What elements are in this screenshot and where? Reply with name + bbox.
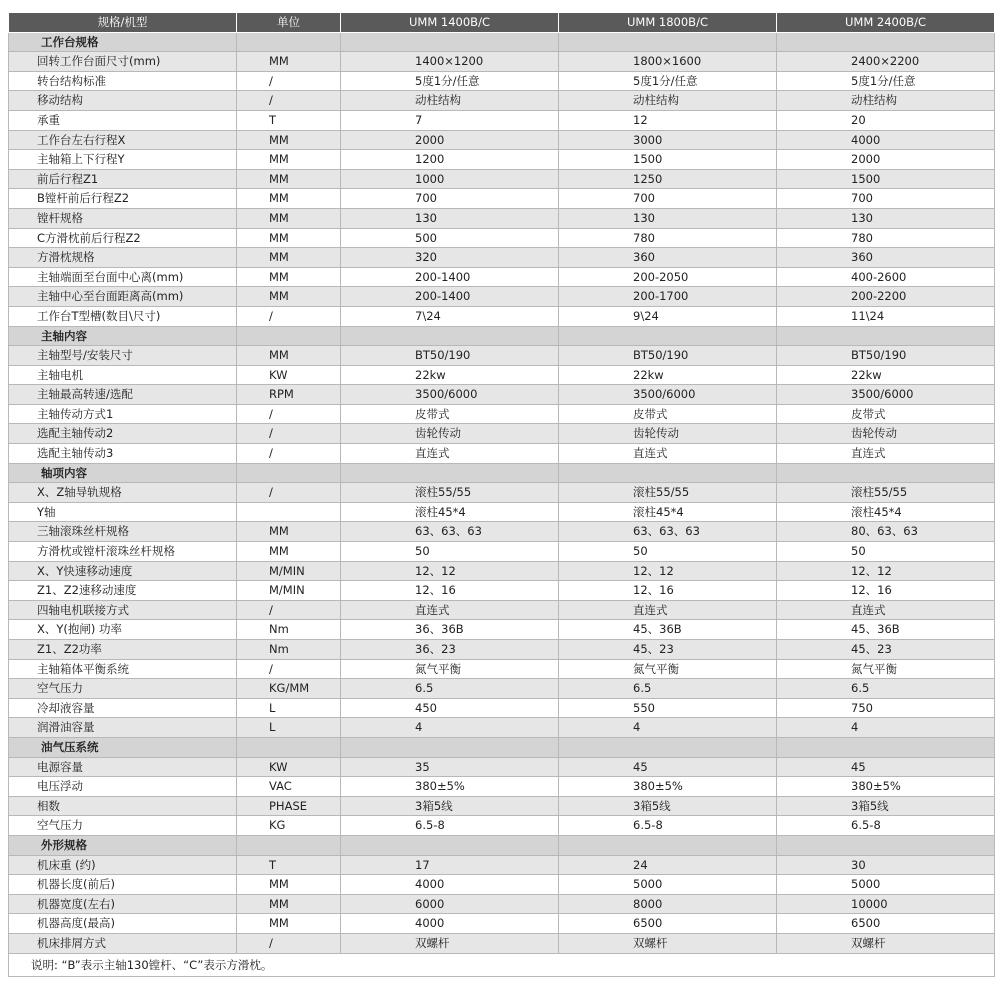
spec-name: 四轴电机联接方式 bbox=[9, 600, 237, 620]
spec-name: 主轴型号/安装尺寸 bbox=[9, 346, 237, 366]
spec-name: X、Y快速移动速度 bbox=[9, 561, 237, 581]
spec-name: 主轴传动方式1 bbox=[9, 404, 237, 424]
table-row bbox=[9, 365, 995, 385]
value-2400: BT50/190 bbox=[777, 346, 995, 366]
value-1800: 3000 bbox=[559, 130, 777, 150]
value-1400: 直连式 bbox=[341, 600, 559, 620]
spec-name: 镗杆规格 bbox=[9, 208, 237, 228]
spec-unit: MM bbox=[237, 189, 341, 209]
table-row bbox=[9, 346, 995, 366]
spec-unit: MM bbox=[237, 52, 341, 72]
table-row bbox=[9, 777, 995, 797]
spec-name: 选配主轴传动2 bbox=[9, 424, 237, 444]
value-1800: 5度1分/任意 bbox=[559, 71, 777, 91]
table-row bbox=[9, 130, 995, 150]
value-2400: 2400×2200 bbox=[777, 52, 995, 72]
spec-unit: L bbox=[237, 698, 341, 718]
table-row bbox=[9, 404, 995, 424]
section-row bbox=[9, 835, 995, 855]
value-1400: 500 bbox=[341, 228, 559, 248]
table-row bbox=[9, 71, 995, 91]
section-empty-cell bbox=[777, 835, 995, 855]
value-2400: 50 bbox=[777, 542, 995, 562]
value-2400: 2000 bbox=[777, 150, 995, 170]
section-empty-cell bbox=[559, 32, 777, 52]
section-empty-cell bbox=[559, 835, 777, 855]
value-2400: 12、16 bbox=[777, 581, 995, 601]
spec-unit: MM bbox=[237, 894, 341, 914]
section-empty-cell bbox=[777, 32, 995, 52]
spec-unit: MM bbox=[237, 267, 341, 287]
header-unit: 单位 bbox=[237, 13, 341, 33]
value-1800: 直连式 bbox=[559, 600, 777, 620]
value-2400: 700 bbox=[777, 189, 995, 209]
value-1400: 2000 bbox=[341, 130, 559, 150]
value-1400: 齿轮传动 bbox=[341, 424, 559, 444]
value-2400: 11\24 bbox=[777, 306, 995, 326]
spec-unit: T bbox=[237, 110, 341, 130]
spec-unit: MM bbox=[237, 208, 341, 228]
value-1400: 动柱结构 bbox=[341, 91, 559, 111]
spec-name: 工作台T型槽(数目\尺寸) bbox=[9, 306, 237, 326]
value-1800: 滚柱55/55 bbox=[559, 483, 777, 503]
spec-name: 方滑枕规格 bbox=[9, 248, 237, 268]
value-1800: 12、12 bbox=[559, 561, 777, 581]
table-row bbox=[9, 150, 995, 170]
spec-name: 转台结构标准 bbox=[9, 71, 237, 91]
table-row bbox=[9, 659, 995, 679]
table-row bbox=[9, 287, 995, 307]
header-row bbox=[9, 13, 995, 33]
value-1800: 50 bbox=[559, 542, 777, 562]
section-row bbox=[9, 326, 995, 346]
spec-name: X、Y(抱闸) 功率 bbox=[9, 620, 237, 640]
header-model-2400: UMM 2400B/C bbox=[777, 13, 995, 33]
spec-name: 移动结构 bbox=[9, 91, 237, 111]
value-1400: 6.5 bbox=[341, 679, 559, 699]
spec-unit: L bbox=[237, 718, 341, 738]
spec-unit: MM bbox=[237, 522, 341, 542]
table-row bbox=[9, 914, 995, 934]
value-1400: 6.5-8 bbox=[341, 816, 559, 836]
spec-unit: Nm bbox=[237, 640, 341, 660]
spec-unit: MM bbox=[237, 169, 341, 189]
value-1400: 4000 bbox=[341, 914, 559, 934]
spec-name: 机器宽度(左右) bbox=[9, 894, 237, 914]
spec-name: 选配主轴传动3 bbox=[9, 444, 237, 464]
value-1400: 12、16 bbox=[341, 581, 559, 601]
value-1400: 双螺杆 bbox=[341, 933, 559, 953]
value-2400: 200-2200 bbox=[777, 287, 995, 307]
header-model-1800: UMM 1800B/C bbox=[559, 13, 777, 33]
spec-name: 润滑油容量 bbox=[9, 718, 237, 738]
value-1400: 6000 bbox=[341, 894, 559, 914]
spec-unit: / bbox=[237, 600, 341, 620]
value-2400: 皮带式 bbox=[777, 404, 995, 424]
value-2400: 12、12 bbox=[777, 561, 995, 581]
value-2400: 5度1分/任意 bbox=[777, 71, 995, 91]
spec-unit: / bbox=[237, 659, 341, 679]
value-1400: 直连式 bbox=[341, 444, 559, 464]
spec-name: Z1、Z2功率 bbox=[9, 640, 237, 660]
table-row bbox=[9, 698, 995, 718]
spec-unit: / bbox=[237, 483, 341, 503]
spec-name: B镗杆前后行程Z2 bbox=[9, 189, 237, 209]
value-1400: 200-1400 bbox=[341, 267, 559, 287]
section-empty-cell bbox=[341, 32, 559, 52]
value-1800: 22kw bbox=[559, 365, 777, 385]
value-2400: 滚柱55/55 bbox=[777, 483, 995, 503]
value-1800: 12、16 bbox=[559, 581, 777, 601]
spec-unit: MM bbox=[237, 130, 341, 150]
spec-unit: RPM bbox=[237, 385, 341, 405]
table-row bbox=[9, 424, 995, 444]
value-1800: 4 bbox=[559, 718, 777, 738]
value-1400: 7 bbox=[341, 110, 559, 130]
spec-name: 主轴电机 bbox=[9, 365, 237, 385]
value-1800: 8000 bbox=[559, 894, 777, 914]
section-empty-cell bbox=[559, 737, 777, 757]
value-1400: 50 bbox=[341, 542, 559, 562]
value-2400: 80、63、63 bbox=[777, 522, 995, 542]
value-1800: 45、36B bbox=[559, 620, 777, 640]
value-1400: 200-1400 bbox=[341, 287, 559, 307]
table-row bbox=[9, 228, 995, 248]
spec-unit: MM bbox=[237, 914, 341, 934]
spec-unit: M/MIN bbox=[237, 561, 341, 581]
spec-name: Z1、Z2速移动速度 bbox=[9, 581, 237, 601]
section-empty-cell bbox=[341, 463, 559, 483]
table-row bbox=[9, 91, 995, 111]
spec-unit: / bbox=[237, 424, 341, 444]
spec-unit: T bbox=[237, 855, 341, 875]
value-1400: 380±5% bbox=[341, 777, 559, 797]
value-1800: 齿轮传动 bbox=[559, 424, 777, 444]
table-row bbox=[9, 385, 995, 405]
table-row bbox=[9, 169, 995, 189]
spec-unit: MM bbox=[237, 346, 341, 366]
spec-name: 工作台左右行程X bbox=[9, 130, 237, 150]
value-2400: 3箱5线 bbox=[777, 796, 995, 816]
spec-name: 冷却液容量 bbox=[9, 698, 237, 718]
value-1400: 7\24 bbox=[341, 306, 559, 326]
value-1800: 氮气平衡 bbox=[559, 659, 777, 679]
spec-name: 电压浮动 bbox=[9, 777, 237, 797]
table-row bbox=[9, 894, 995, 914]
value-2400: 6500 bbox=[777, 914, 995, 934]
value-1400: 36、36B bbox=[341, 620, 559, 640]
value-1800: 550 bbox=[559, 698, 777, 718]
spec-name: 主轴中心至台面距离高(mm) bbox=[9, 287, 237, 307]
value-2400: 4000 bbox=[777, 130, 995, 150]
value-2400: 780 bbox=[777, 228, 995, 248]
table-row bbox=[9, 718, 995, 738]
footnote: 说明: “B”表示主轴130镗杆、“C”表示方滑枕。 bbox=[9, 953, 995, 976]
section-empty-cell bbox=[559, 463, 777, 483]
spec-name: Y轴 bbox=[9, 502, 237, 522]
value-1800: 200-1700 bbox=[559, 287, 777, 307]
value-1800: 双螺杆 bbox=[559, 933, 777, 953]
value-2400: 45、23 bbox=[777, 640, 995, 660]
value-2400: 380±5% bbox=[777, 777, 995, 797]
section-empty-cell bbox=[559, 326, 777, 346]
value-1400: 4 bbox=[341, 718, 559, 738]
spec-unit: MM bbox=[237, 150, 341, 170]
value-1800: 滚柱45*4 bbox=[559, 502, 777, 522]
table-row bbox=[9, 208, 995, 228]
spec-unit: PHASE bbox=[237, 796, 341, 816]
value-1800: 780 bbox=[559, 228, 777, 248]
value-1800: 380±5% bbox=[559, 777, 777, 797]
value-2400: 直连式 bbox=[777, 600, 995, 620]
value-1800: 5000 bbox=[559, 875, 777, 895]
value-1800: 200-2050 bbox=[559, 267, 777, 287]
table-row bbox=[9, 679, 995, 699]
table-row bbox=[9, 875, 995, 895]
value-1400: 22kw bbox=[341, 365, 559, 385]
value-2400: 22kw bbox=[777, 365, 995, 385]
table-row bbox=[9, 561, 995, 581]
value-1400: 17 bbox=[341, 855, 559, 875]
spec-name: 相数 bbox=[9, 796, 237, 816]
spec-unit: / bbox=[237, 306, 341, 326]
value-1800: 动柱结构 bbox=[559, 91, 777, 111]
value-1800: 24 bbox=[559, 855, 777, 875]
value-2400: 130 bbox=[777, 208, 995, 228]
section-row bbox=[9, 737, 995, 757]
table-row bbox=[9, 52, 995, 72]
value-1800: 直连式 bbox=[559, 444, 777, 464]
value-1800: 6500 bbox=[559, 914, 777, 934]
value-2400: 10000 bbox=[777, 894, 995, 914]
spec-name: 承重 bbox=[9, 110, 237, 130]
value-1800: 1800×1600 bbox=[559, 52, 777, 72]
value-1800: 1500 bbox=[559, 150, 777, 170]
value-2400: 45、36B bbox=[777, 620, 995, 640]
value-1800: 130 bbox=[559, 208, 777, 228]
value-1800: 9\24 bbox=[559, 306, 777, 326]
value-1800: 12 bbox=[559, 110, 777, 130]
value-2400: 30 bbox=[777, 855, 995, 875]
note-row bbox=[9, 953, 995, 976]
spec-unit: MM bbox=[237, 875, 341, 895]
spec-unit: KG/MM bbox=[237, 679, 341, 699]
value-2400: 滚柱45*4 bbox=[777, 502, 995, 522]
value-1400: 450 bbox=[341, 698, 559, 718]
value-2400: 动柱结构 bbox=[777, 91, 995, 111]
table-row bbox=[9, 757, 995, 777]
section-empty-cell bbox=[777, 737, 995, 757]
value-1400: 3箱5线 bbox=[341, 796, 559, 816]
value-2400: 1500 bbox=[777, 169, 995, 189]
value-1400: 3500/6000 bbox=[341, 385, 559, 405]
spec-name: 前后行程Z1 bbox=[9, 169, 237, 189]
value-1800: 3500/6000 bbox=[559, 385, 777, 405]
value-1400: BT50/190 bbox=[341, 346, 559, 366]
value-1400: 氮气平衡 bbox=[341, 659, 559, 679]
value-2400: 直连式 bbox=[777, 444, 995, 464]
value-1800: 1250 bbox=[559, 169, 777, 189]
value-1400: 滚柱55/55 bbox=[341, 483, 559, 503]
table-row bbox=[9, 600, 995, 620]
value-1400: 320 bbox=[341, 248, 559, 268]
table-row bbox=[9, 816, 995, 836]
table-row bbox=[9, 640, 995, 660]
section-empty-cell bbox=[237, 32, 341, 52]
spec-name: X、Z轴导轨规格 bbox=[9, 483, 237, 503]
value-1800: 45、23 bbox=[559, 640, 777, 660]
value-1400: 1400×1200 bbox=[341, 52, 559, 72]
spec-unit: VAC bbox=[237, 777, 341, 797]
value-1800: 700 bbox=[559, 189, 777, 209]
spec-name: 三轴滚珠丝杆规格 bbox=[9, 522, 237, 542]
section-empty-cell bbox=[341, 737, 559, 757]
table-row bbox=[9, 855, 995, 875]
spec-name: 主轴箱上下行程Y bbox=[9, 150, 237, 170]
value-2400: 齿轮传动 bbox=[777, 424, 995, 444]
spec-name: 主轴最高转速/选配 bbox=[9, 385, 237, 405]
spec-name: 方滑枕或镗杆滚珠丝杆规格 bbox=[9, 542, 237, 562]
value-1400: 700 bbox=[341, 189, 559, 209]
value-2400: 750 bbox=[777, 698, 995, 718]
value-2400: 3500/6000 bbox=[777, 385, 995, 405]
value-1800: 6.5 bbox=[559, 679, 777, 699]
table-row bbox=[9, 189, 995, 209]
spec-unit: MM bbox=[237, 287, 341, 307]
value-2400: 双螺杆 bbox=[777, 933, 995, 953]
value-2400: 6.5 bbox=[777, 679, 995, 699]
spec-body bbox=[9, 32, 995, 953]
spec-unit: KW bbox=[237, 757, 341, 777]
section-empty-cell bbox=[777, 326, 995, 346]
table-row bbox=[9, 933, 995, 953]
value-1800: 3箱5线 bbox=[559, 796, 777, 816]
spec-name: 回转工作台面尺寸(mm) bbox=[9, 52, 237, 72]
spec-name: 主轴箱体平衡系统 bbox=[9, 659, 237, 679]
value-1400: 63、63、63 bbox=[341, 522, 559, 542]
spec-unit: / bbox=[237, 444, 341, 464]
value-2400: 400-2600 bbox=[777, 267, 995, 287]
section-title: 轴项内容 bbox=[9, 463, 237, 483]
spec-name: 电源容量 bbox=[9, 757, 237, 777]
spec-unit: MM bbox=[237, 228, 341, 248]
spec-name: 主轴端面至台面中心离(mm) bbox=[9, 267, 237, 287]
spec-table bbox=[8, 12, 995, 977]
table-row bbox=[9, 581, 995, 601]
section-empty-cell bbox=[341, 326, 559, 346]
spec-unit: M/MIN bbox=[237, 581, 341, 601]
value-1400: 皮带式 bbox=[341, 404, 559, 424]
value-1800: 360 bbox=[559, 248, 777, 268]
spec-name: 机床排屑方式 bbox=[9, 933, 237, 953]
spec-unit: / bbox=[237, 91, 341, 111]
section-title: 主轴内容 bbox=[9, 326, 237, 346]
value-1400: 12、12 bbox=[341, 561, 559, 581]
table-row bbox=[9, 542, 995, 562]
value-1800: BT50/190 bbox=[559, 346, 777, 366]
spec-unit bbox=[237, 502, 341, 522]
table-row bbox=[9, 267, 995, 287]
section-empty-cell bbox=[341, 835, 559, 855]
section-empty-cell bbox=[237, 835, 341, 855]
table-row bbox=[9, 502, 995, 522]
value-1400: 1200 bbox=[341, 150, 559, 170]
header-model-1400: UMM 1400B/C bbox=[341, 13, 559, 33]
spec-name: 机器长度(前后) bbox=[9, 875, 237, 895]
spec-unit: KW bbox=[237, 365, 341, 385]
spec-unit: / bbox=[237, 933, 341, 953]
value-2400: 氮气平衡 bbox=[777, 659, 995, 679]
value-1800: 45 bbox=[559, 757, 777, 777]
section-empty-cell bbox=[237, 326, 341, 346]
spec-name: 机床重 (约) bbox=[9, 855, 237, 875]
value-1400: 5度1分/任意 bbox=[341, 71, 559, 91]
value-1400: 滚柱45*4 bbox=[341, 502, 559, 522]
table-row bbox=[9, 110, 995, 130]
value-1800: 63、63、63 bbox=[559, 522, 777, 542]
value-2400: 360 bbox=[777, 248, 995, 268]
value-1800: 皮带式 bbox=[559, 404, 777, 424]
section-row bbox=[9, 32, 995, 52]
spec-name: 空气压力 bbox=[9, 679, 237, 699]
table-row bbox=[9, 306, 995, 326]
table-row bbox=[9, 796, 995, 816]
value-2400: 6.5-8 bbox=[777, 816, 995, 836]
spec-unit: / bbox=[237, 404, 341, 424]
value-2400: 45 bbox=[777, 757, 995, 777]
section-title: 工作台规格 bbox=[9, 32, 237, 52]
value-2400: 20 bbox=[777, 110, 995, 130]
spec-name: C方滑枕前后行程Z2 bbox=[9, 228, 237, 248]
value-1400: 35 bbox=[341, 757, 559, 777]
section-empty-cell bbox=[777, 463, 995, 483]
value-1800: 6.5-8 bbox=[559, 816, 777, 836]
value-1400: 130 bbox=[341, 208, 559, 228]
section-title: 外形规格 bbox=[9, 835, 237, 855]
spec-unit: / bbox=[237, 71, 341, 91]
table-row bbox=[9, 444, 995, 464]
section-title: 油气压系统 bbox=[9, 737, 237, 757]
table-row bbox=[9, 483, 995, 503]
value-2400: 5000 bbox=[777, 875, 995, 895]
value-2400: 4 bbox=[777, 718, 995, 738]
spec-unit: MM bbox=[237, 248, 341, 268]
spec-unit: MM bbox=[237, 542, 341, 562]
header-spec: 规格/机型 bbox=[9, 13, 237, 33]
table-row bbox=[9, 620, 995, 640]
table-row bbox=[9, 522, 995, 542]
table-row bbox=[9, 248, 995, 268]
value-1400: 1000 bbox=[341, 169, 559, 189]
value-1400: 4000 bbox=[341, 875, 559, 895]
spec-name: 空气压力 bbox=[9, 816, 237, 836]
spec-unit: Nm bbox=[237, 620, 341, 640]
section-empty-cell bbox=[237, 463, 341, 483]
section-row bbox=[9, 463, 995, 483]
spec-name: 机器高度(最高) bbox=[9, 914, 237, 934]
value-1400: 36、23 bbox=[341, 640, 559, 660]
spec-unit: KG bbox=[237, 816, 341, 836]
section-empty-cell bbox=[237, 737, 341, 757]
